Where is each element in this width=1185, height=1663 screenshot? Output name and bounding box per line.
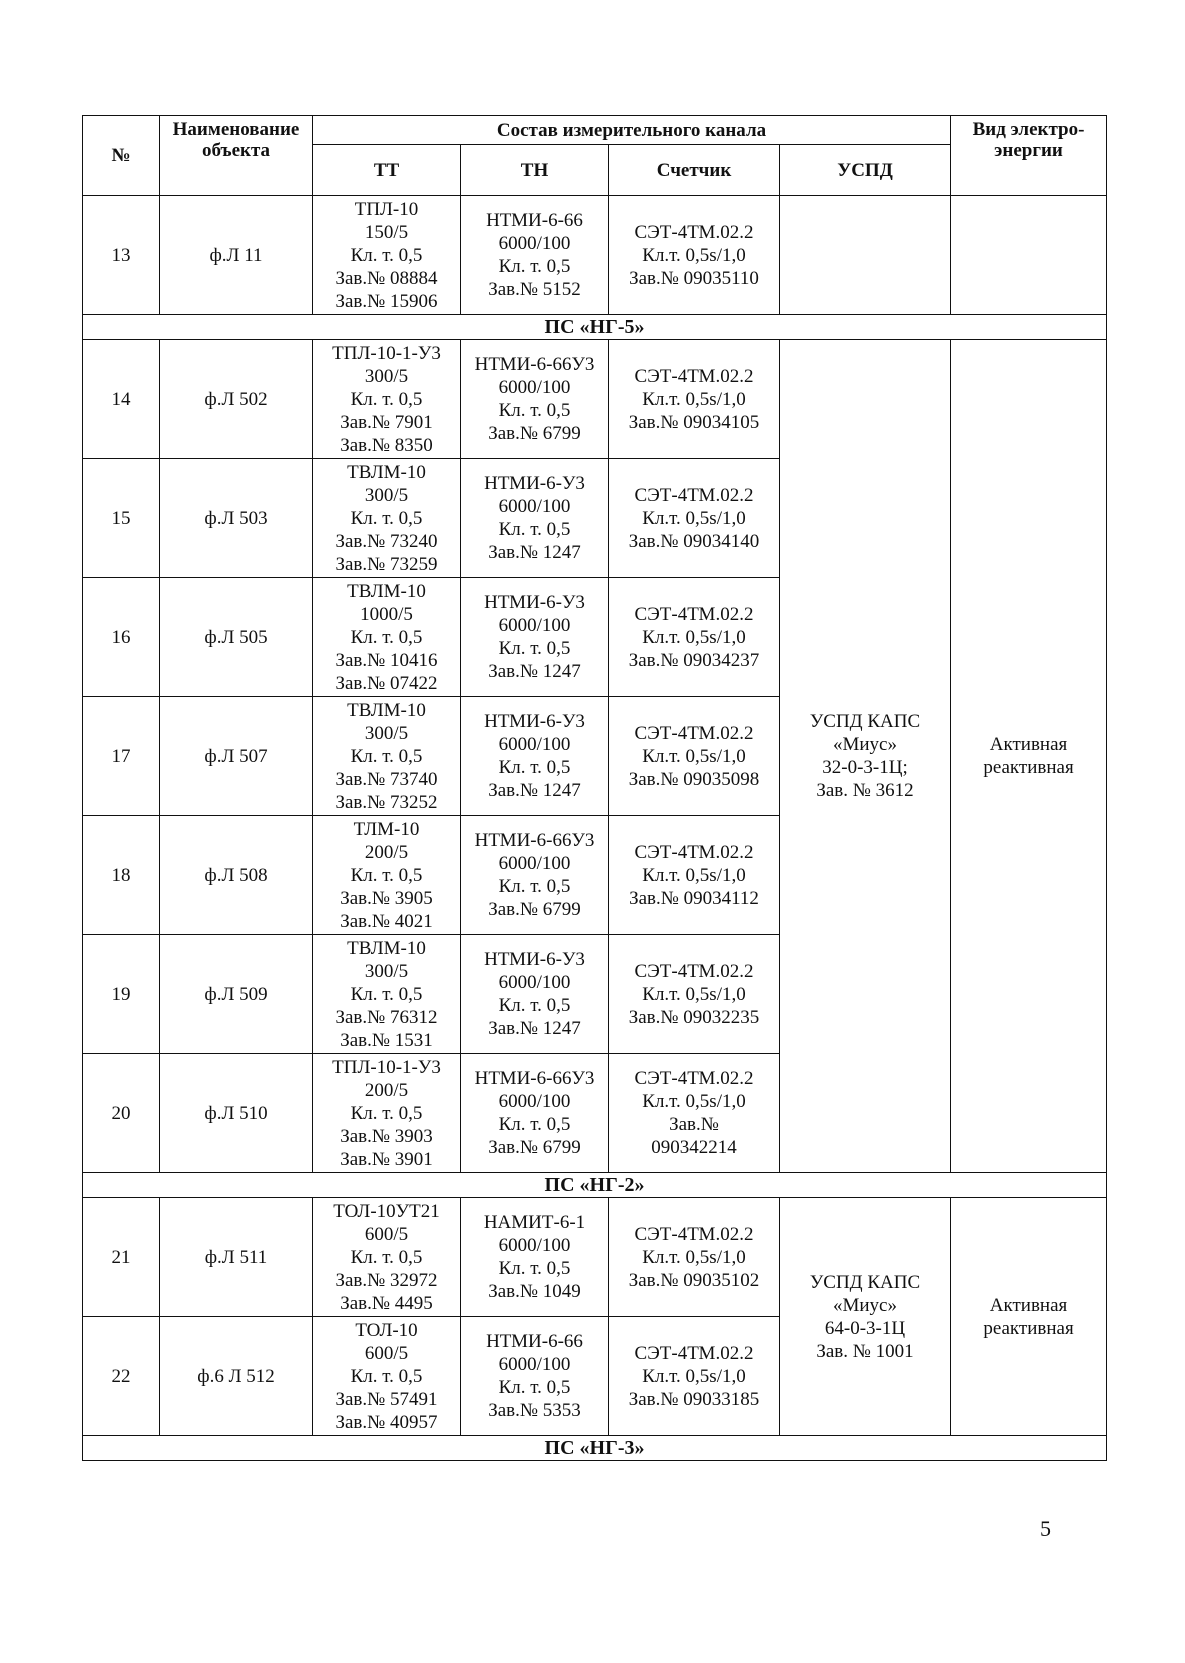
- row-tn: НТМИ-6-66 6000/100 Кл. т. 0,5 Зав.№ 5152: [461, 196, 609, 315]
- row-name: ф.Л 511: [160, 1198, 313, 1317]
- energy-block-ng5: Активная реактивная: [951, 340, 1107, 1173]
- row-name: ф.Л 507: [160, 697, 313, 816]
- section-title: ПС «НГ-2»: [83, 1173, 1107, 1198]
- row-num: 22: [83, 1317, 160, 1436]
- row-uspd-empty: [780, 196, 951, 315]
- row-num: 16: [83, 578, 160, 697]
- row-tt: ТОЛ-10УТ21 600/5 Кл. т. 0,5 Зав.№ 32972 Зав.№ 4495: [313, 1198, 461, 1317]
- row-num: 17: [83, 697, 160, 816]
- header-kind: Вид электро-энергии: [951, 116, 1107, 196]
- row-tn: НТМИ-6-66У3 6000/100 Кл. т. 0,5 Зав.№ 6799: [461, 340, 609, 459]
- row-name: ф.Л 503: [160, 459, 313, 578]
- row-num: 20: [83, 1054, 160, 1173]
- row-num: 18: [83, 816, 160, 935]
- measurement-channels-table: [82, 115, 1107, 1461]
- table-row: [83, 196, 1107, 315]
- row-meter: СЭТ-4ТМ.02.2 Кл.т. 0,5s/1,0 Зав.№ 09034140: [609, 459, 780, 578]
- row-meter: СЭТ-4ТМ.02.2 Кл.т. 0,5s/1,0 Зав.№ 09034105: [609, 340, 780, 459]
- section-row-ng5: [83, 315, 1107, 340]
- header-row-top: [83, 116, 1107, 145]
- section-row-ng2: [83, 1173, 1107, 1198]
- row-kind-empty: [951, 196, 1107, 315]
- row-tt: ТПЛ-10-1-У3 300/5 Кл. т. 0,5 Зав.№ 7901 Зав.№ 8350: [313, 340, 461, 459]
- row-tt: ТВЛМ-10 300/5 Кл. т. 0,5 Зав.№ 73740 Зав.№ 73252: [313, 697, 461, 816]
- row-num: 21: [83, 1198, 160, 1317]
- row-tt: ТВЛМ-10 300/5 Кл. т. 0,5 Зав.№ 76312 Зав.№ 1531: [313, 935, 461, 1054]
- row-num: 13: [83, 196, 160, 315]
- row-name: ф.Л 508: [160, 816, 313, 935]
- row-tn: НТМИ-6-У3 6000/100 Кл. т. 0,5 Зав.№ 1247: [461, 578, 609, 697]
- row-tt: ТЛМ-10 200/5 Кл. т. 0,5 Зав.№ 3905 Зав.№ 4021: [313, 816, 461, 935]
- section-row-ng3: [83, 1436, 1107, 1461]
- row-meter: СЭТ-4ТМ.02.2 Кл.т. 0,5s/1,0 Зав.№ 09035098: [609, 697, 780, 816]
- page-number: 5: [1040, 1516, 1051, 1541]
- row-tn: НТМИ-6-66У3 6000/100 Кл. т. 0,5 Зав.№ 6799: [461, 1054, 609, 1173]
- row-tt: ТОЛ-10 600/5 Кл. т. 0,5 Зав.№ 57491 Зав.№ 40957: [313, 1317, 461, 1436]
- uspd-block-ng2: УСПД КАПС «Миус» 64-0-3-1Ц Зав. № 1001: [780, 1198, 951, 1436]
- row-num: 14: [83, 340, 160, 459]
- table-row: [83, 1198, 1107, 1317]
- row-tt: ТВЛМ-10 1000/5 Кл. т. 0,5 Зав.№ 10416 Зав.№ 07422: [313, 578, 461, 697]
- header-name: Наименование объекта: [160, 116, 313, 196]
- row-tt: ТВЛМ-10 300/5 Кл. т. 0,5 Зав.№ 73240 Зав.№ 73259: [313, 459, 461, 578]
- row-meter: СЭТ-4ТМ.02.2 Кл.т. 0,5s/1,0 Зав.№ 09032235: [609, 935, 780, 1054]
- section-title: ПС «НГ-5»: [83, 315, 1107, 340]
- header-uspd: УСПД: [780, 145, 951, 196]
- row-name: ф.Л 502: [160, 340, 313, 459]
- row-name: ф.6 Л 512: [160, 1317, 313, 1436]
- row-tn: НТМИ-6-У3 6000/100 Кл. т. 0,5 Зав.№ 1247: [461, 697, 609, 816]
- row-name: ф.Л 509: [160, 935, 313, 1054]
- row-num: 15: [83, 459, 160, 578]
- row-meter: СЭТ-4ТМ.02.2 Кл.т. 0,5s/1,0 Зав.№ 09033185: [609, 1317, 780, 1436]
- row-tt: ТПЛ-10 150/5 Кл. т. 0,5 Зав.№ 08884 Зав.№ 15906: [313, 196, 461, 315]
- row-meter: СЭТ-4ТМ.02.2 Кл.т. 0,5s/1,0 Зав.№ 09034237: [609, 578, 780, 697]
- section-title: ПС «НГ-3»: [83, 1436, 1107, 1461]
- row-name: ф.Л 11: [160, 196, 313, 315]
- row-name: ф.Л 510: [160, 1054, 313, 1173]
- row-tn: НТМИ-6-У3 6000/100 Кл. т. 0,5 Зав.№ 1247: [461, 459, 609, 578]
- row-tn: НАМИТ-6-1 6000/100 Кл. т. 0,5 Зав.№ 1049: [461, 1198, 609, 1317]
- header-tt: ТТ: [313, 145, 461, 196]
- row-tn: НТМИ-6-66У3 6000/100 Кл. т. 0,5 Зав.№ 6799: [461, 816, 609, 935]
- table-row: [83, 340, 1107, 459]
- row-tt: ТПЛ-10-1-У3 200/5 Кл. т. 0,5 Зав.№ 3903 Зав.№ 3901: [313, 1054, 461, 1173]
- uspd-block-ng5: УСПД КАПС «Миус» 32-0-3-1Ц; Зав. № 3612: [780, 340, 951, 1173]
- row-num: 19: [83, 935, 160, 1054]
- header-tn: ТН: [461, 145, 609, 196]
- row-name: ф.Л 505: [160, 578, 313, 697]
- header-meter: Счетчик: [609, 145, 780, 196]
- row-meter: СЭТ-4ТМ.02.2 Кл.т. 0,5s/1,0 Зав.№ 09035102: [609, 1198, 780, 1317]
- row-meter: СЭТ-4ТМ.02.2 Кл.т. 0,5s/1,0 Зав.№ 09034112: [609, 816, 780, 935]
- header-channel: Состав измерительного канала: [313, 116, 951, 145]
- row-tn: НТМИ-6-У3 6000/100 Кл. т. 0,5 Зав.№ 1247: [461, 935, 609, 1054]
- row-tn: НТМИ-6-66 6000/100 Кл. т. 0,5 Зав.№ 5353: [461, 1317, 609, 1436]
- row-meter: СЭТ-4ТМ.02.2 Кл.т. 0,5s/1,0 Зав.№ 090342214: [609, 1054, 780, 1173]
- header-num: №: [83, 116, 160, 196]
- energy-block-ng2: Активная реактивная: [951, 1198, 1107, 1436]
- row-meter: СЭТ-4ТМ.02.2 Кл.т. 0,5s/1,0 Зав.№ 09035110: [609, 196, 780, 315]
